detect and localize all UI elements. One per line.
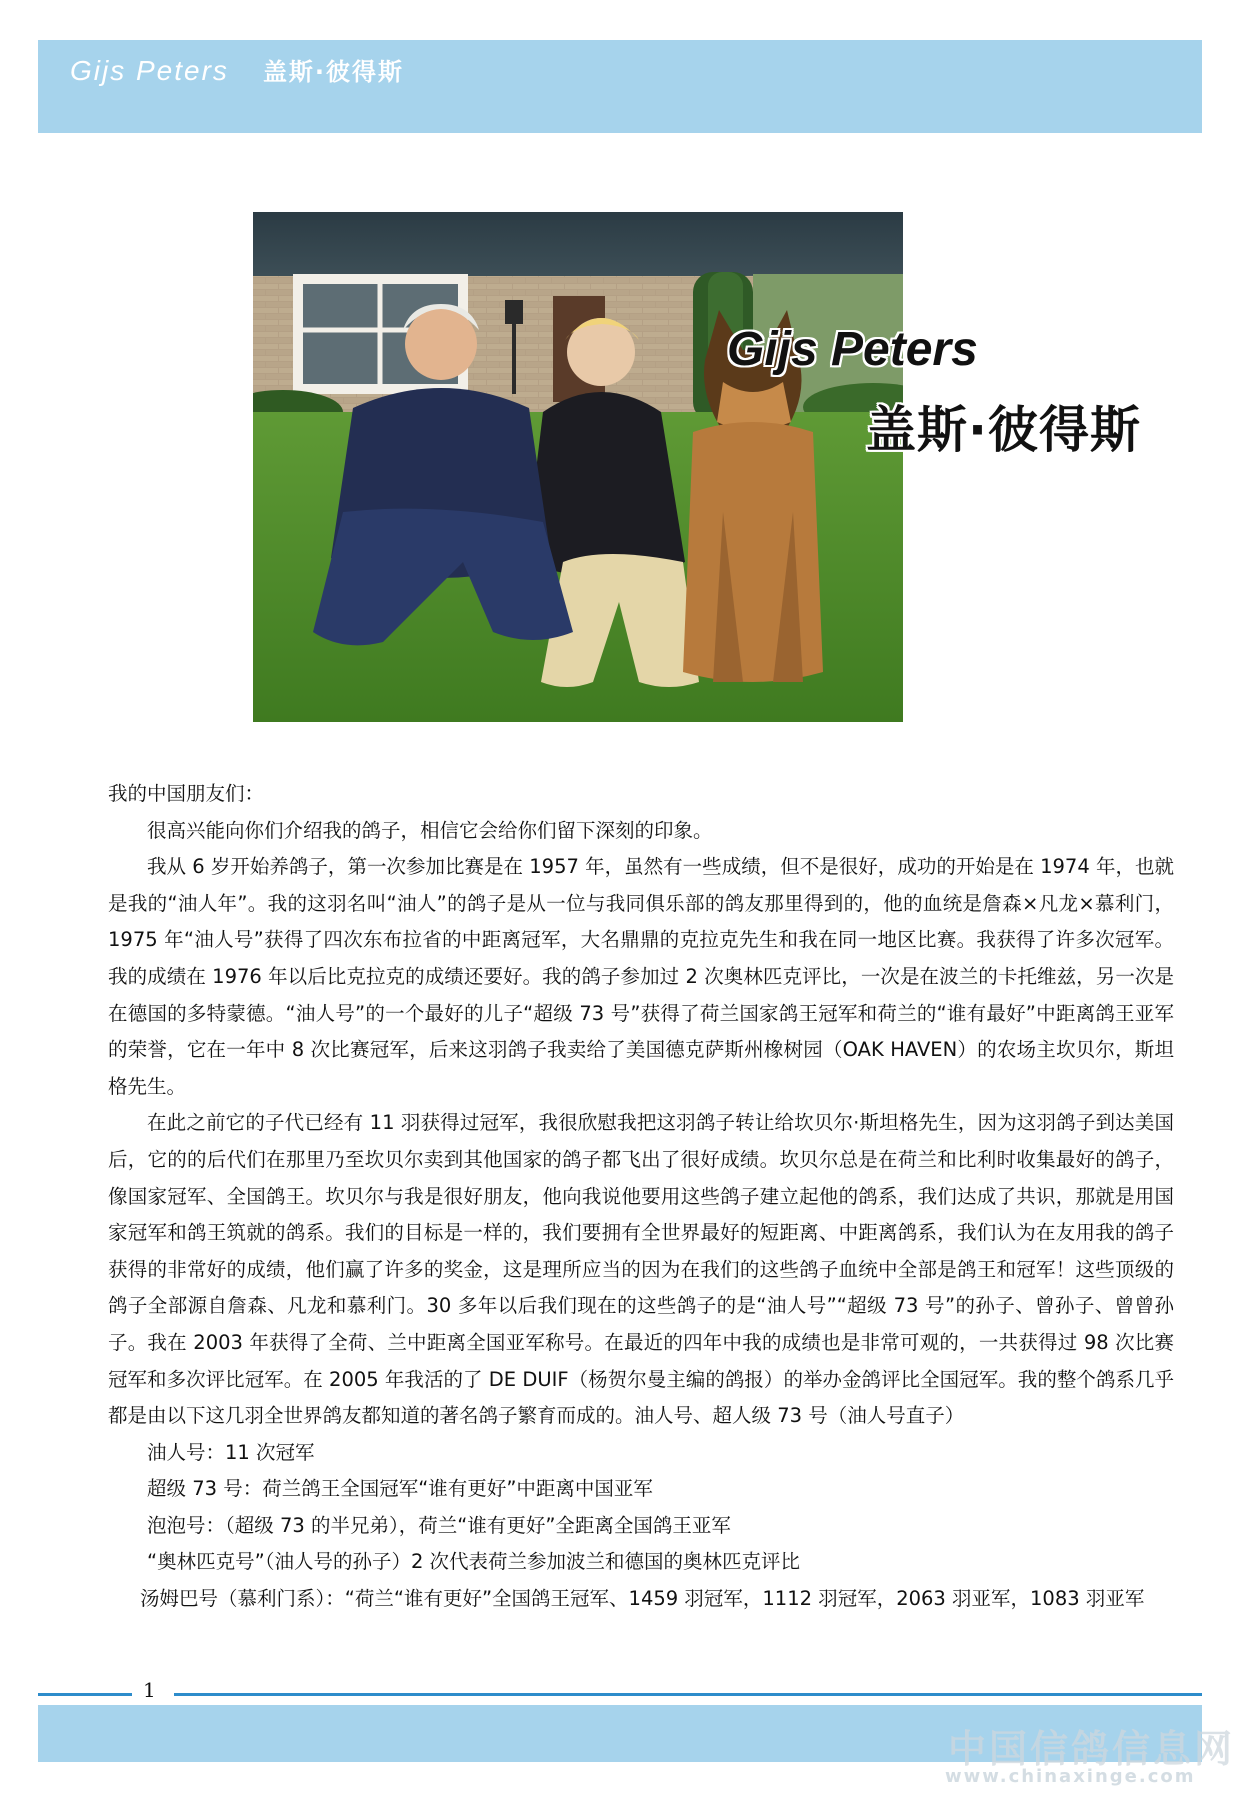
article-body: [108, 776, 1174, 1618]
list-item: “奥林匹克号”（油人号的孙子）2 次代表荷兰参加波兰和德国的奥林匹克评比: [147, 1550, 801, 1574]
photo-title-chinese: 盖斯·彼得斯: [866, 401, 1141, 459]
paragraph: 在此之前它的子代已经有 11 羽获得过冠军，我很欣慰我把这羽鸽子转让给坎贝尔·斯坦格先生，因为这羽鸽子到达美国后，它的的后代们在那里乃至坎贝尔卖到其他国家的鸽子都飞出了很好成绩。坎贝尔总是在荷兰和比利时收集最好的鸽子，像国家冠军、全国鸽王。坎贝尔与我是很好朋友，他向我说他要用这些鸽子建立起他的鸽系，我们达成了共识，那就是用国家冠军和鸽王筑就的鸽系。我们的目标是一样的，我们要拥有全世界最好的短距离、中距离鸽系，我们认为在友用我的鸽子获得的非常好的成绩，他们赢了许多的奖金，这是理所应当的因为在我们的这些鸽子血统中全部是鸽王和冠军！这些顶级的鸽子全部源自詹森、凡龙和慕利门。30 多年以后我们现在的这些鸽子的是“油人号”“超级 73 号”的孙子、曾孙子、曾曾孙子。我在 2003 年获得了全荷、兰中距离全国亚军称号。在最近的四年中我的成绩也是非常可观的，一共获得过 98 次比赛冠军和多次评比冠军。在 2005 年我活的了 DE DUIF（杨贺尔曼主编的鸽报）的举办金鸽评比全国冠军。我的整个鸽系几乎都是由以下这几羽全世界鸽友都知道的著名鸽子繁育而成的。油人号、超人级 73 号（油人号直子）: [108, 1111, 1174, 1428]
watermark-url: www.chinaxinge.com: [945, 1766, 1196, 1787]
header-chinese-name: 盖斯·彼得斯: [262, 58, 405, 86]
list-item: 泡泡号：（超级 73 的半兄弟），荷兰“谁有更好”全距离全国鸽王亚军: [147, 1513, 731, 1537]
list-item: 超级 73 号：荷兰鸽王全国冠军“谁有更好”中距离中国亚军: [147, 1477, 653, 1501]
header-latin-name: Gijs Peters: [70, 55, 229, 86]
footer-rule: [38, 1693, 1202, 1696]
list-item: 汤姆巴号（慕利门系）：“荷兰“谁有更好”全国鸽王冠军、1459 羽冠军，1112 羽冠军，2063 羽亚军，1083 羽亚军: [140, 1587, 1145, 1611]
page-number: 1: [143, 1678, 156, 1702]
list-item: 油人号：11 次冠军: [147, 1440, 315, 1464]
watermark-site-name: 中国信鸽信息网: [948, 1727, 1236, 1771]
paragraph: 我从 6 岁开始养鸽子，第一次参加比赛是在 1957 年，虽然有一些成绩，但不是很好，成功的开始是在 1974 年，也就是我的“油人年”。我的这羽名叫“油人”的鸽子是从一位与我同俱乐部的鸽友那里得到的，他的血统是詹森×凡龙×慕利门，1975 年“油人号”获得了四次东布拉省的中距离冠军，大名鼎鼎的克拉克先生和我在同一地区比赛。我获得了许多次冠军。我的成绩在 1976 年以后比克拉克的成绩还要好。我的鸽子参加过 2 次奥林匹克评比，一次是在波兰的卡托维兹，另一次是在德国的多特蒙德。“油人号”的一个最好的儿子“超级 73 号”获得了荷兰国家鸽王冠军和荷兰的“谁有最好”中距离鸽王亚军的荣誉，它在一年中 8 次比赛冠军，后来这羽鸽子我卖给了美国德克萨斯州橡树园（OAK HAVEN）的农场主坎贝尔，斯坦格先生。: [108, 855, 1174, 1098]
header: [70, 52, 404, 96]
portrait-photo: [253, 212, 903, 722]
photo-title-latin: Gijs Peters: [727, 323, 978, 376]
paragraph: 很高兴能向你们介绍我的鸽子，相信它会给你们留下深刻的印象。: [147, 818, 713, 842]
salutation: 我的中国朋友们：: [108, 782, 265, 805]
